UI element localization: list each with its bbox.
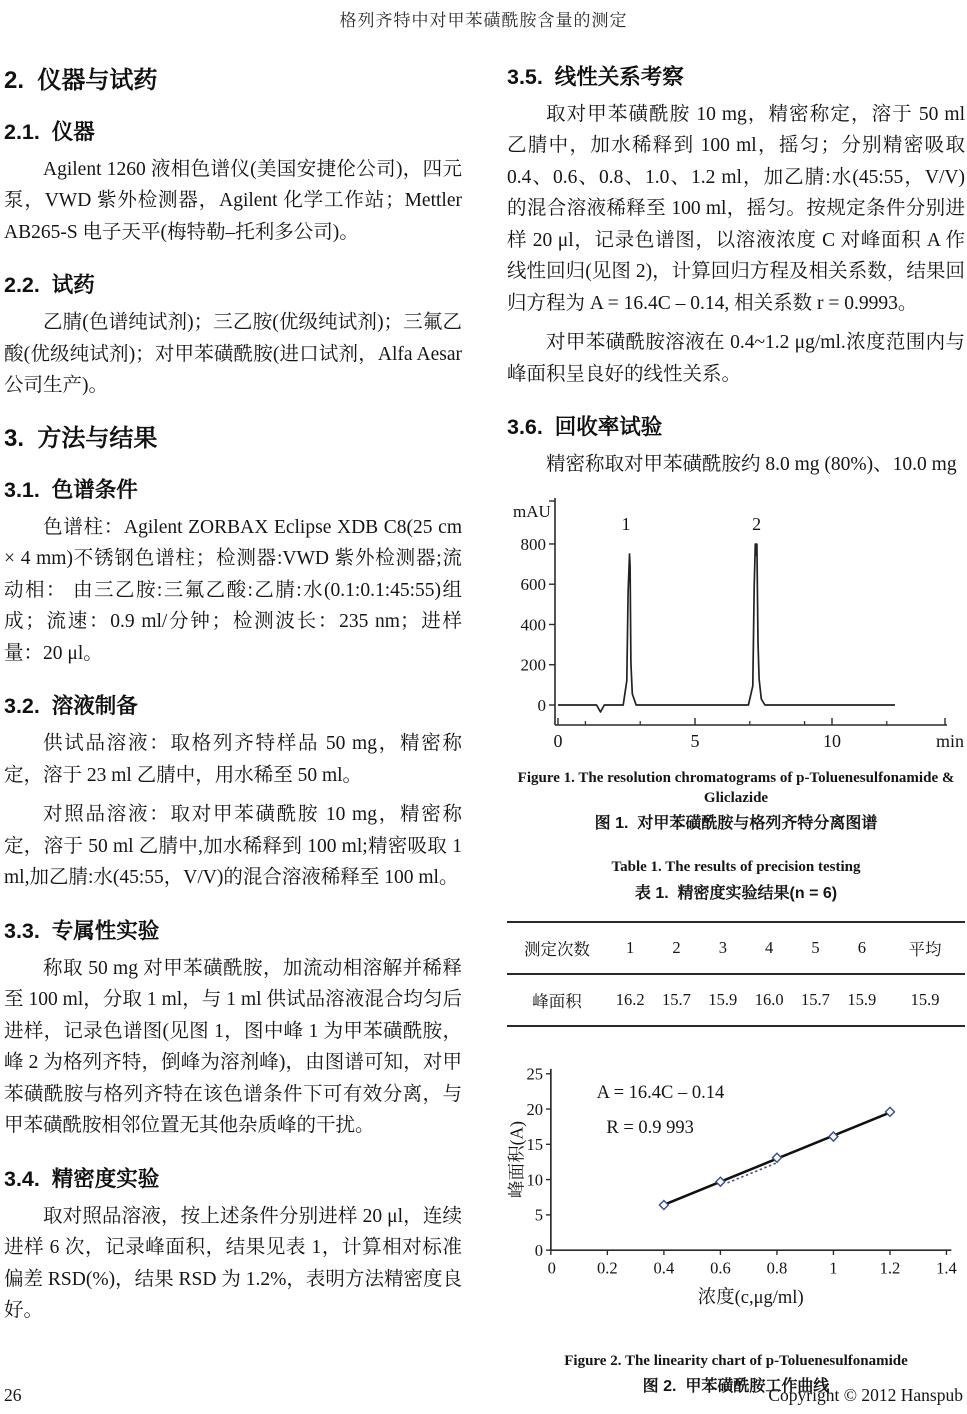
svg-text:25: 25 xyxy=(526,1064,544,1084)
section-heading-3-3: 3.3. 专属性实验 xyxy=(4,918,160,943)
svg-text:0: 0 xyxy=(534,1240,544,1260)
table-cell: 16.2 xyxy=(615,989,645,1009)
svg-text:5: 5 xyxy=(534,1205,544,1225)
svg-text:0.6: 0.6 xyxy=(710,1258,731,1278)
two-column-layout xyxy=(4,44,965,1414)
table-cell: 15.7 xyxy=(662,989,691,1009)
section-heading-3-1: 3.1. 色谱条件 xyxy=(4,477,138,502)
svg-text:2: 2 xyxy=(752,513,762,534)
svg-text:400: 400 xyxy=(520,615,546,635)
figure-2-caption-zh: 图 2. 甲苯磺酰胺工作曲线 xyxy=(642,1377,830,1395)
paragraph-3-2-b: 对照品溶液：取对甲苯磺酰胺 10 mg，精密称定，溶于 50 ml 乙腈中,加水稀释到 100 ml;精密吸取 1 ml,加乙腈:水(45:55，V/V)的混合溶液稀释至 100 ml。 xyxy=(4,804,462,889)
svg-text:R = 0.9 993: R = 0.9 993 xyxy=(606,1117,694,1138)
svg-text:10: 10 xyxy=(526,1170,544,1190)
right-column xyxy=(507,44,965,1414)
figure-2-caption-en: Figure 2. The linearity chart of p-Toluenesulfonamide xyxy=(564,1352,908,1369)
svg-text:0: 0 xyxy=(553,730,563,751)
svg-text:mAU: mAU xyxy=(513,501,551,521)
figure-1-caption-en: Figure 1. The resolution chromatograms of p-Toluenesulfonamide & Gliclazide xyxy=(517,769,955,807)
section-heading-3-6: 3.6. 回收率试验 xyxy=(507,415,663,440)
paragraph-3-4: 取对照品溶液，按上述条件分别进样 20 μl，连续进样 6 次，记录峰面积，结果见表 1，计算相对标准偏差 RSD(%)，结果 RSD 为 1.2%，表明方法精密度良好。 xyxy=(4,1205,462,1322)
figure-1-caption xyxy=(507,768,965,834)
precision-results-table xyxy=(507,921,965,1027)
paragraph-3-2-a: 供试品溶液：取格列齐特样品 50 mg，精密称定，溶于 23 ml 乙腈中，用水稀至 50 ml。 xyxy=(4,733,462,786)
svg-text:1: 1 xyxy=(829,1258,838,1278)
section-heading-3-2: 3.2. 溶液制备 xyxy=(4,694,138,719)
svg-text:0.4: 0.4 xyxy=(653,1258,675,1278)
section-heading-2: 2. 仪器与试药 xyxy=(4,67,158,94)
svg-text:15: 15 xyxy=(526,1134,544,1154)
table-header-cell: 2 xyxy=(672,937,681,957)
svg-text:0: 0 xyxy=(547,1258,556,1278)
table-cell: 15.7 xyxy=(801,989,830,1009)
svg-text:1: 1 xyxy=(621,513,631,534)
svg-text:5: 5 xyxy=(690,730,700,751)
svg-text:1.4: 1.4 xyxy=(936,1258,957,1278)
table-header-cell: 6 xyxy=(857,937,866,957)
svg-text:800: 800 xyxy=(520,534,546,554)
figure-1-chromatogram xyxy=(507,495,965,762)
table-cell: 15.9 xyxy=(847,989,877,1009)
svg-text:峰面积(A): 峰面积(A) xyxy=(507,1120,527,1198)
paragraph-2-1: Agilent 1260 液相色谱仪(美国安捷伦公司)，四元泵，VWD 紫外检测器，Agilent 化学工作站；Mettler AB265-S 电子天平(梅特勒–托利多公司)。 xyxy=(4,159,462,243)
paragraph-3-1: 色谱柱：Agilent ZORBAX Eclipse XDB C8(25 cm × 4 mm)不锈钢色谱柱；检测器:VWD 紫外检测器;流动相： 由三乙胺:三氟乙酸:乙腈:水(0.1:0.1:45:55)组成；流速：0.9 ml/分钟；检测波长：235 nm；进样量：20 μl。 xyxy=(4,516,462,664)
paragraph-3-6: 精密称取对甲苯磺酰胺约 8.0 mg (80%)、10.0 mg xyxy=(546,454,957,476)
table-header-cell: 1 xyxy=(626,937,635,957)
svg-text:min: min xyxy=(935,730,964,751)
table-cell: 15.9 xyxy=(910,989,940,1009)
page-number: 26 xyxy=(4,1385,22,1405)
table-1-caption xyxy=(507,857,965,902)
table-1-caption-en: Table 1. The results of precision testing xyxy=(611,859,861,876)
svg-text:0.2: 0.2 xyxy=(597,1258,618,1278)
page-footer xyxy=(4,1385,963,1406)
linearity-plot xyxy=(507,1057,965,1340)
paragraph-3-3: 称取 50 mg 对甲苯磺酰胺，加流动相溶解并稀释至 100 ml，分取 1 ml，与 1 ml 供试品溶液混合均匀后进样，记录色谱图(见图 1，图中峰 1 为甲苯磺酰胺，峰 2 为格列齐特，倒峰为溶剂峰)，由图谱可知，对甲苯磺酰胺与格列齐特在该色谱条件下可有效分离，与甲苯磺酰胺相邻位置无其他杂质峰的干扰。 xyxy=(4,957,462,1137)
table-row xyxy=(507,974,965,1026)
svg-text:A = 16.4C – 0.14: A = 16.4C – 0.14 xyxy=(596,1082,725,1103)
left-column xyxy=(4,44,462,1414)
page-header-title: 格列齐特中对甲苯磺酰胺含量的测定 xyxy=(339,11,628,30)
table-header-cell: 4 xyxy=(765,937,774,957)
table-header-cell: 3 xyxy=(718,937,727,957)
figure-1-caption-zh: 图 1. 对甲苯磺酰胺与格列齐特分离图谱 xyxy=(594,815,878,833)
table-1-caption-zh: 表 1. 精密度实验结果(n = 6) xyxy=(634,884,838,902)
svg-text:0.8: 0.8 xyxy=(766,1258,788,1278)
table-header-cell: 测定次数 xyxy=(524,939,590,959)
svg-text:0: 0 xyxy=(537,695,546,715)
section-heading-2-1: 2.1. 仪器 xyxy=(4,120,95,144)
figure-2-linearity xyxy=(507,1057,965,1345)
table-header-cell: 5 xyxy=(811,937,820,957)
chromatogram-plot xyxy=(507,495,965,757)
table-cell: 15.9 xyxy=(708,989,738,1009)
paragraph-2-2: 乙腈(色谱纯试剂)；三乙胺(优级纯试剂)；三氟乙酸(优级纯试剂)；对甲苯磺酰胺(进口试剂，Alfa Aesar 公司生产)。 xyxy=(4,312,462,397)
paragraph-3-5-b: 对甲苯磺酰胺溶液在 0.4~1.2 μg/ml.浓度范围内与峰面积呈良好的线性关系。 xyxy=(507,332,965,385)
svg-text:浓度(c,μg/ml): 浓度(c,μg/ml) xyxy=(697,1287,804,1308)
svg-text:200: 200 xyxy=(520,655,546,675)
svg-text:600: 600 xyxy=(520,575,546,595)
table-1-wrapper xyxy=(507,921,965,1027)
table-cell: 16.0 xyxy=(754,989,784,1009)
svg-text:20: 20 xyxy=(526,1099,544,1119)
svg-text:10: 10 xyxy=(823,730,841,751)
section-heading-3-4: 3.4. 精密度实验 xyxy=(4,1166,160,1191)
svg-text:1.2: 1.2 xyxy=(879,1258,901,1278)
copyright-text: Copyright © 2012 Hanspub xyxy=(768,1385,963,1405)
paragraph-3-5-a: 取对甲苯磺酰胺 10 mg，精密称定，溶于 50 ml 乙腈中，加水稀释到 100 ml，摇匀；分别精密吸取 0.4、0.6、0.8、1.0、1.2 ml，加乙腈:水(45:55，V/V)的混合溶液稀释至 100 ml，摇匀。按规定条件分别进样 20 μl，记录色谱图，以溶液浓度 C 对峰面积 A 作线性回归(见图 2)，计算回归方程及相关系数，结果回归方程为 A = 16.4C – 0.14, 相关系数 r = 0.9993。 xyxy=(507,104,965,314)
table-cell: 峰面积 xyxy=(532,991,582,1011)
section-heading-3-5: 3.5. 线性关系考察 xyxy=(507,65,684,89)
section-heading-3: 3. 方法与结果 xyxy=(4,424,158,452)
section-heading-2-2: 2.2. 试药 xyxy=(4,273,95,298)
table-header-cell: 平均 xyxy=(908,939,942,959)
